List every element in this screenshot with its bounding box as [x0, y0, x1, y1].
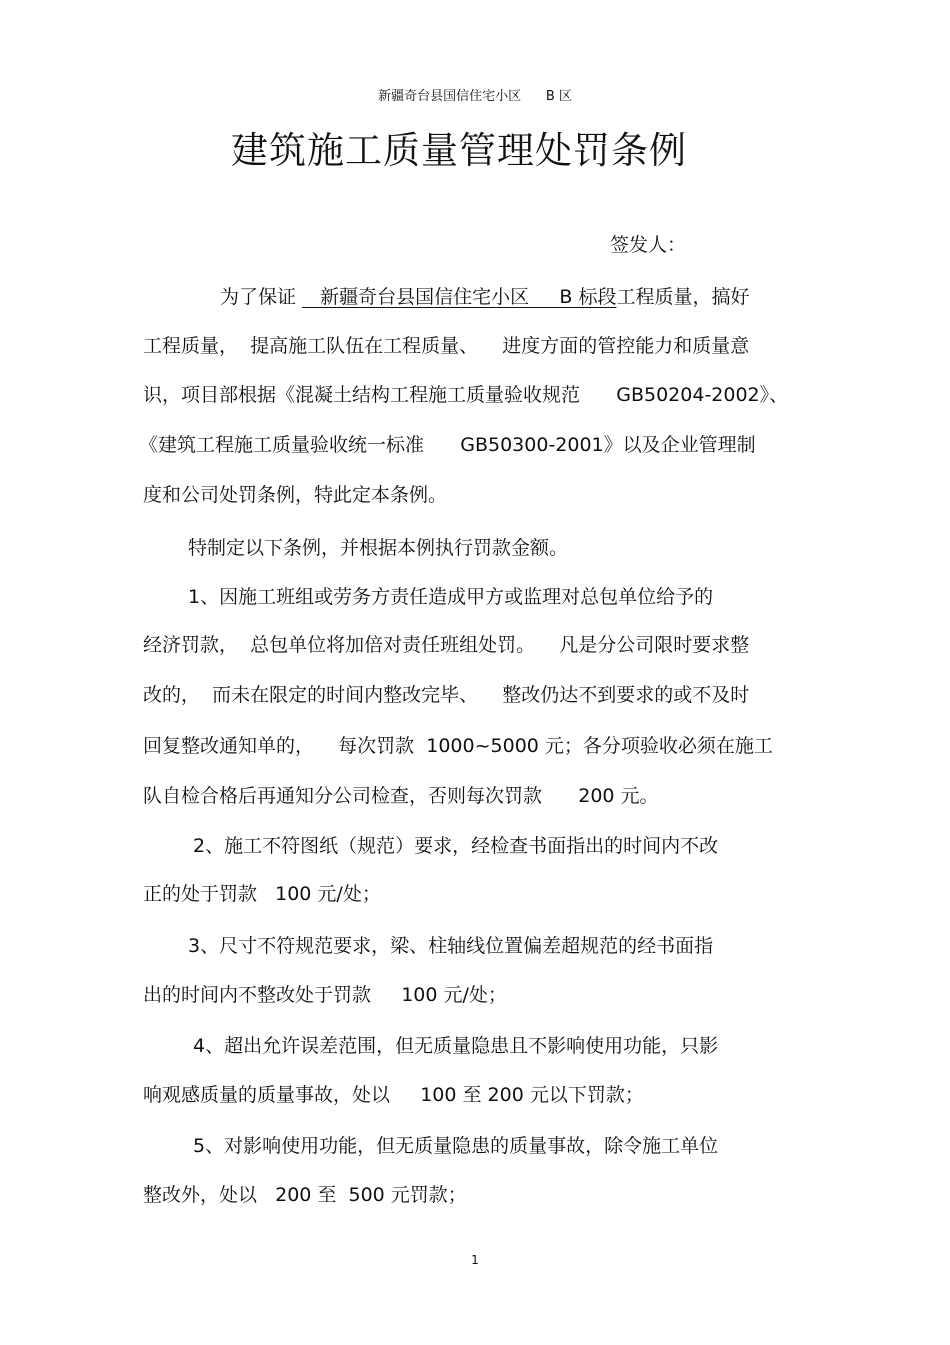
page-number: 1: [471, 1253, 479, 1267]
clause-1-line-5: 队自检合格后再通知分公司检查，否则每次罚款 200 元。: [143, 785, 659, 807]
clause-4-line-2: 响观感质量的质量事故，处以 100 至 200 元以下罚款；: [143, 1084, 644, 1106]
intro-line-3: 识，项目部根据《混凝土结构工程施工质量验收规范 GB50204-2002》、: [143, 384, 789, 406]
clause-1-line-1: 1、因施工班组或劳务方责任造成甲方或监理对总包单位给予的: [188, 586, 714, 608]
clause-5-line-1: 5、对影响使用功能，但无质量隐患的质量事故，除令施工单位: [193, 1135, 719, 1157]
clause-1-line-4: 回复整改通知单的， 每次罚款 1000~5000 元；各分项验收必须在施工: [143, 735, 773, 757]
clause-2-line-1: 2、施工不符图纸（规范）要求，经检查书面指出的时间内不改: [193, 835, 719, 857]
signer-label: 签发人：: [610, 234, 687, 256]
intro-line-1-pre: 为了保证: [220, 286, 303, 308]
intro-line-1: [220, 282, 749, 309]
project-name-underlined: 新疆奇台县国信住宅小区 B 标段: [302, 286, 617, 308]
clause-4-line-1: 4、超出允许误差范围，但无质量隐患且不影响使用功能，只影: [193, 1035, 719, 1057]
clause-3-line-1: 3、尺寸不符规范要求，梁、柱轴线位置偏差超规范的经书面指: [188, 935, 714, 957]
page-header: 新疆奇台县国信住宅小区 B 区: [378, 89, 572, 104]
clause-2-line-2: 正的处于罚款 100 元/处；: [143, 883, 381, 905]
intro-line-4: 《建筑工程施工质量验收统一标准 GB50300-2001》以及企业管理制: [139, 434, 756, 456]
intro-line-1-post: 工程质量，搞好: [616, 286, 750, 308]
preface-line: 特制定以下条例，并根据本例执行罚款金额。: [188, 537, 569, 559]
clause-1-line-2: 经济罚款， 总包单位将加倍对责任班组处罚。 凡是分公司限时要求整: [143, 634, 750, 656]
clause-1-line-3: 改的， 而未在限定的时间内整改完毕、 整改仍达不到要求的或不及时: [143, 684, 750, 706]
clause-5-line-2: 整改外，处以 200 至 500 元罚款；: [143, 1184, 467, 1206]
clause-3-line-2: 出的时间内不整改处于罚款 100 元/处；: [143, 984, 507, 1006]
intro-line-2: 工程质量， 提高施工队伍在工程质量、 进度方面的管控能力和质量意: [143, 335, 750, 357]
document-title: 建筑施工质量管理处罚条例: [231, 129, 687, 172]
intro-line-5: 度和公司处罚条例，特此定本条例。: [143, 484, 448, 506]
